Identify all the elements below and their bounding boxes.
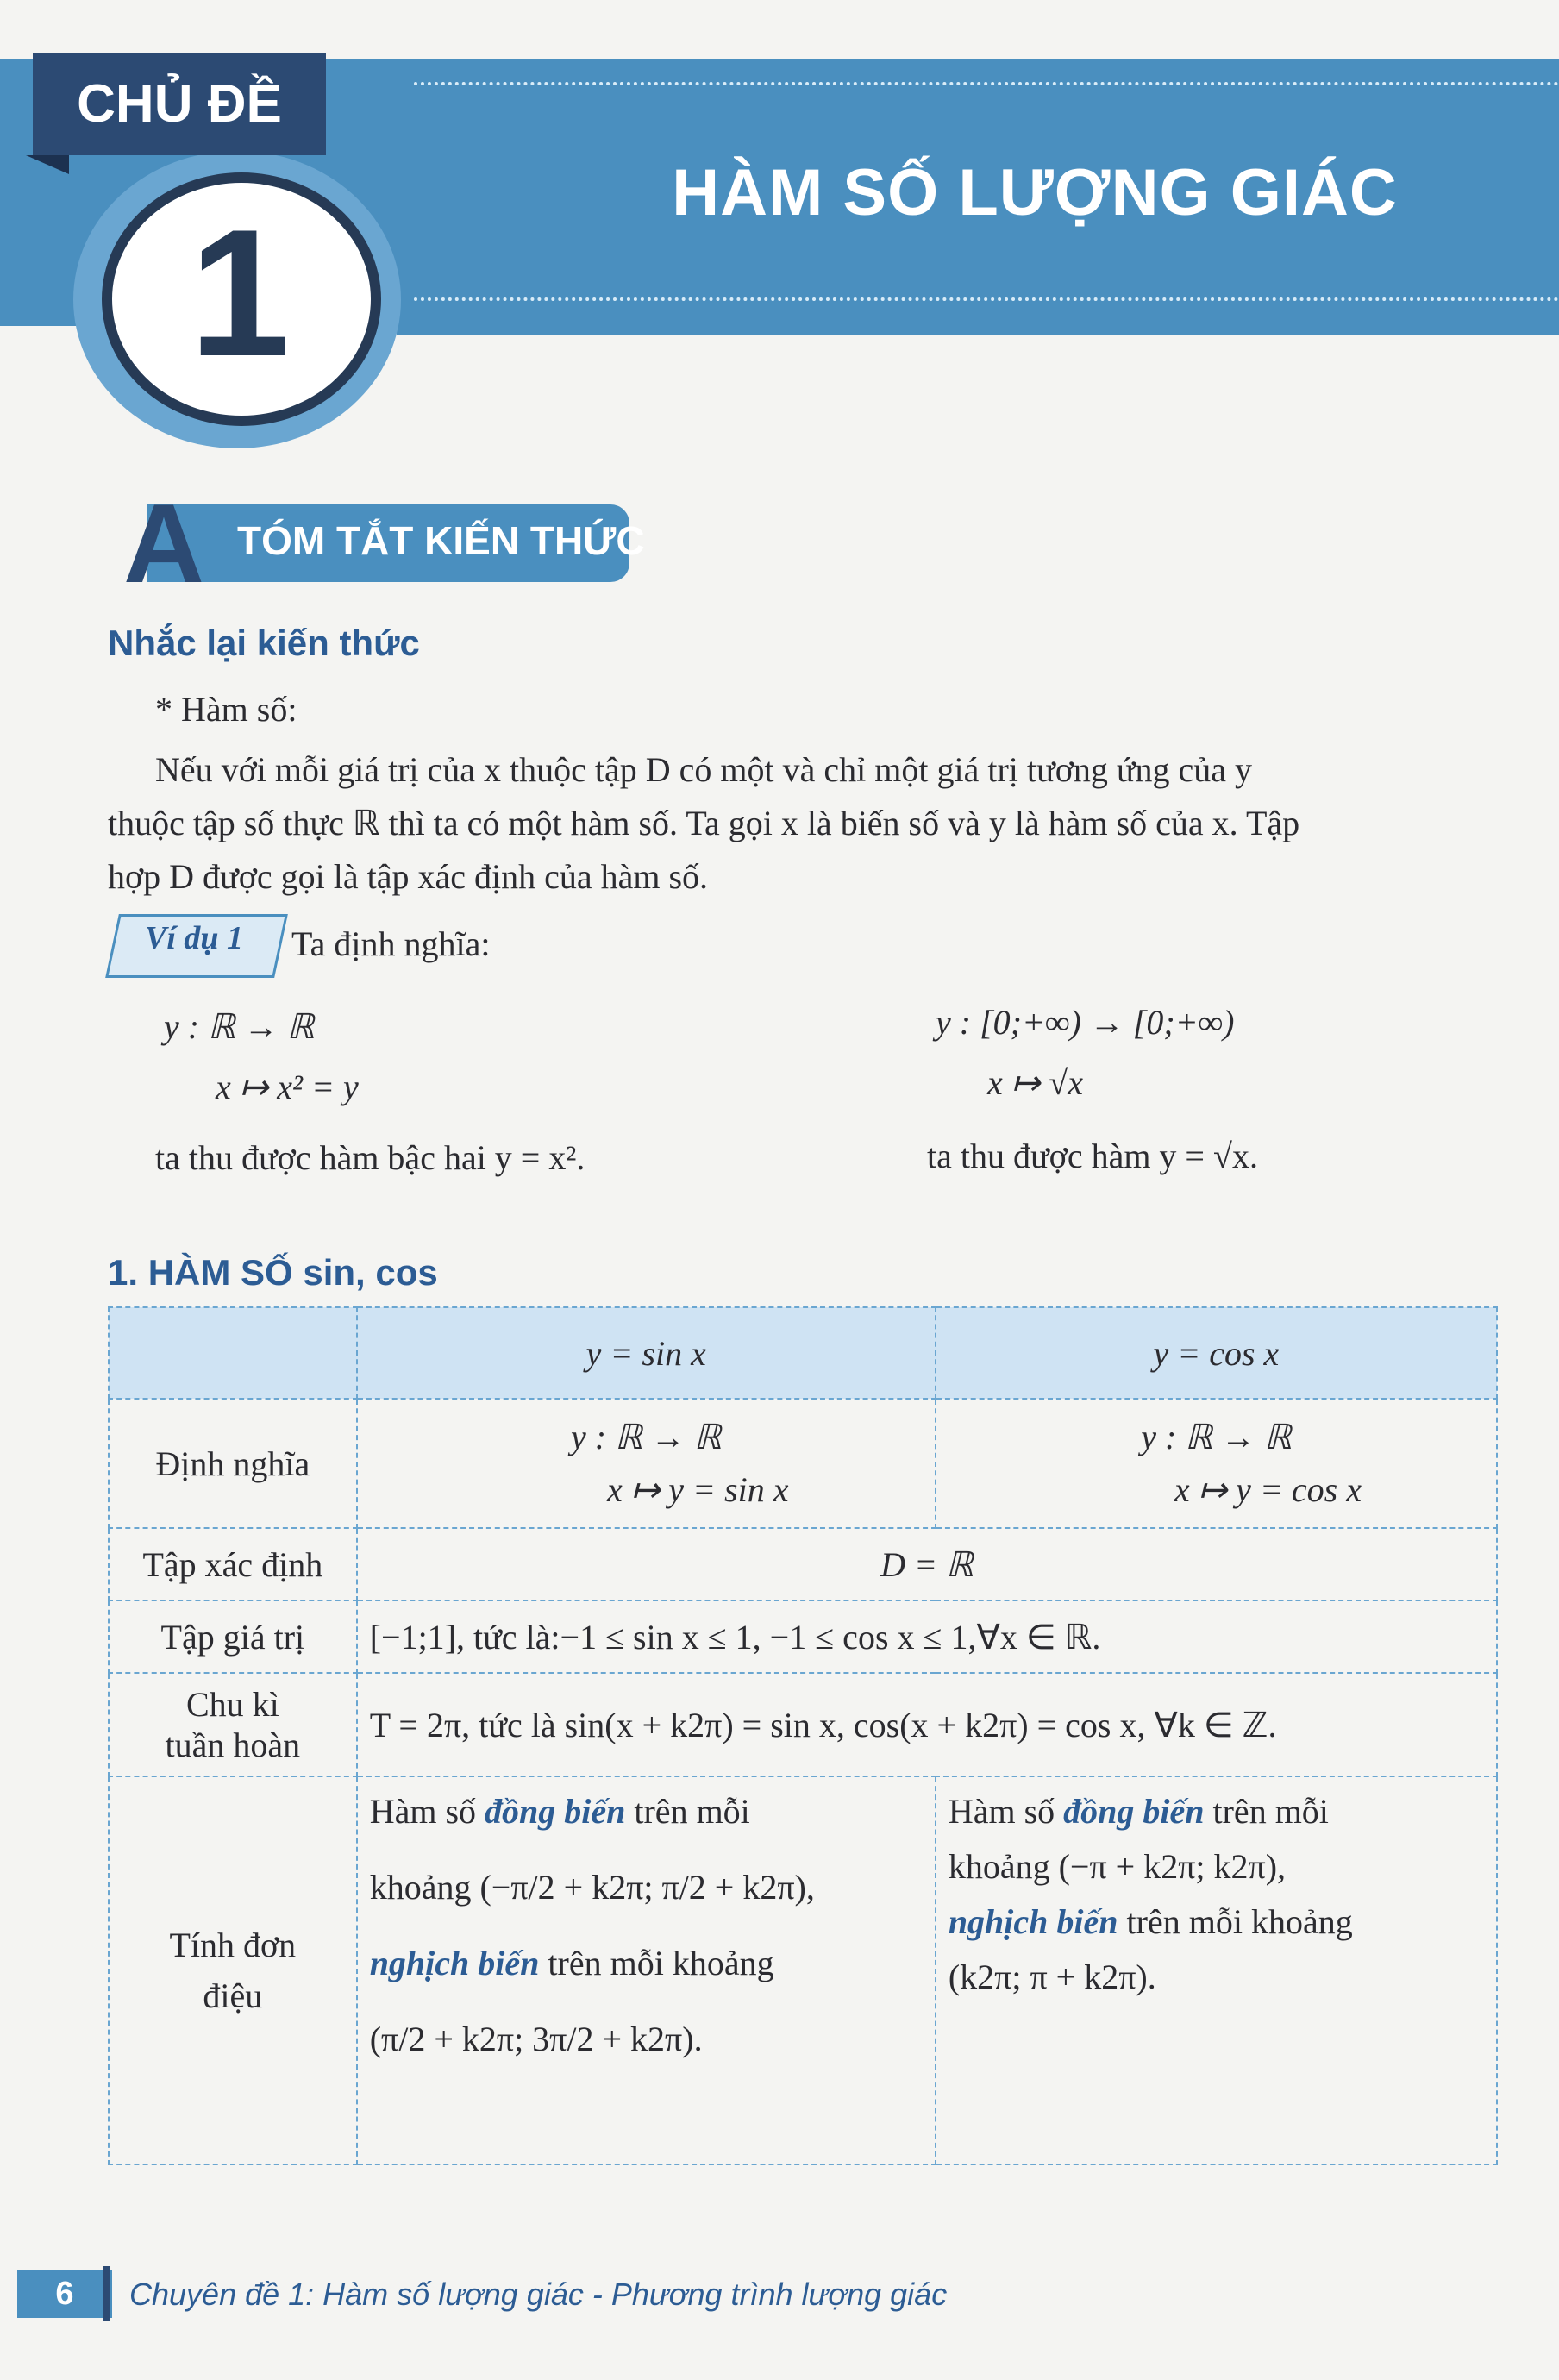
row-label-monotonic-line2: điệu (203, 1976, 263, 2015)
chapter-number: 1 (189, 191, 291, 394)
definition-sin (357, 1399, 936, 1528)
sin-mono-line4: (π/2 + k2π; 3π/2 + k2π). (369, 2020, 703, 2058)
table-row (109, 1600, 1497, 1673)
row-label-range: Tập giá trị (109, 1600, 357, 1673)
row-label-monotonic (109, 1776, 357, 2164)
monotonic-sin (357, 1776, 936, 2164)
sin-mono-increasing: đồng biến (485, 1792, 626, 1831)
table-header-row (109, 1307, 1497, 1399)
sin-mono-text-a: Hàm số (369, 1792, 477, 1831)
sin-mono-text-b: trên mỗi (634, 1792, 750, 1831)
example-right-result: ta thu được hàm y = √x. (927, 1137, 1258, 1175)
cos-mono-line3 (949, 1895, 1484, 1950)
footer-divider (103, 2266, 110, 2321)
example-right-map1: y : [0;+∞) → [0;+∞) (936, 1003, 1235, 1042)
recall-heading: Nhắc lại kiến thức (108, 623, 420, 663)
table-row (109, 1399, 1497, 1528)
dotted-line-bottom (414, 298, 1559, 301)
definition-sin-line1: y : ℝ → ℝ (571, 1418, 722, 1456)
cos-mono-increasing: đồng biến (1063, 1792, 1205, 1831)
dotted-line-top (414, 82, 1559, 85)
example-right-map2: x ↦ √x (987, 1063, 1083, 1102)
sin-mono-line2: khoảng (−π/2 + k2π; π/2 + k2π), (369, 1868, 815, 1907)
section-a-title: TÓM TẮT KIẾN THỨC (237, 518, 645, 563)
domain-value: D = ℝ (357, 1528, 1497, 1600)
section1-heading: 1. HÀM SỐ sin, cos (108, 1252, 438, 1293)
period-value: T = 2π, tức là sin(x + k2π) = sin x, cos(x + k2π) = cos x, ∀k ∈ ℤ. (357, 1673, 1497, 1776)
table-header-empty (109, 1307, 357, 1399)
sin-mono-text-d: trên mỗi khoảng (548, 1944, 774, 1982)
row-label-period-line1: Chu kì (185, 1685, 279, 1724)
example-intro: Ta định nghĩa: (291, 924, 491, 963)
recall-paragraph-line2: thuộc tập số thực ℝ thì ta có một hàm số. Ta gọi x là biến số và y là hàm số của x. Tập (108, 804, 1300, 842)
definition-cos (936, 1399, 1497, 1528)
page-number: 6 (17, 2270, 112, 2318)
sin-mono-decreasing: nghịch biến (369, 1944, 540, 1982)
definition-cos-line1: y : ℝ → ℝ (1141, 1418, 1292, 1456)
cos-mono-text-d: trên mỗi khoảng (1126, 1902, 1353, 1941)
cos-mono-decreasing: nghịch biến (948, 1902, 1118, 1941)
cos-mono-line4: (k2π; π + k2π). (948, 1957, 1156, 1996)
monotonic-cos (936, 1776, 1497, 2164)
row-label-definition: Định nghĩa (109, 1399, 357, 1528)
ribbon-fold (26, 155, 69, 174)
range-value: [−1;1], tức là:−1 ≤ sin x ≤ 1, −1 ≤ cos x ≤ 1,∀x ∈ ℝ. (357, 1600, 1497, 1673)
example-left-map2: x ↦ x² = y (216, 1068, 359, 1106)
example-left-map1: y : ℝ → ℝ (164, 1007, 315, 1046)
sin-cos-table (108, 1306, 1498, 2165)
table-header-sin: y = sin x (357, 1307, 936, 1399)
recall-bullet: * Hàm số: (155, 690, 297, 729)
cos-mono-line1 (949, 1784, 1484, 1839)
row-label-monotonic-line1: Tính đơn (169, 1926, 297, 1964)
recall-paragraph-line3: hợp D được gọi là tập xác định của hàm số. (108, 857, 709, 896)
table-header-cos: y = cos x (936, 1307, 1497, 1399)
definition-cos-line2: x ↦ y = cos x (1174, 1470, 1362, 1509)
section-a-letter: A (123, 480, 204, 606)
example-left-result: ta thu được hàm bậc hai y = x². (155, 1138, 585, 1177)
cos-mono-text-a: Hàm số (948, 1792, 1055, 1831)
example-badge-label: Ví dụ 1 (144, 920, 244, 956)
recall-paragraph-line1: Nếu với mỗi giá trị của x thuộc tập D có một và chỉ một giá trị tương ứng của y (155, 750, 1253, 789)
table-row (109, 1776, 1497, 2164)
row-label-period-line2: tuần hoàn (165, 1726, 301, 1764)
definition-sin-line2: x ↦ y = sin x (607, 1470, 789, 1509)
cos-mono-text-b: trên mỗi (1212, 1792, 1329, 1831)
chapter-ribbon: CHỦ ĐỀ (33, 53, 326, 155)
footer-text: Chuyên đề 1: Hàm số lượng giác - Phương trình lượng giác (129, 2277, 948, 2312)
row-label-period (109, 1673, 357, 1776)
sin-mono-line3 (370, 1936, 923, 1991)
table-row (109, 1673, 1497, 1776)
cos-mono-line2: khoảng (−π + k2π; k2π), (948, 1847, 1287, 1886)
table-row (109, 1528, 1497, 1600)
sin-mono-line1 (370, 1784, 923, 1839)
row-label-domain: Tập xác định (109, 1528, 357, 1600)
chapter-title: HÀM SỐ LƯỢNG GIÁC (672, 156, 1398, 229)
